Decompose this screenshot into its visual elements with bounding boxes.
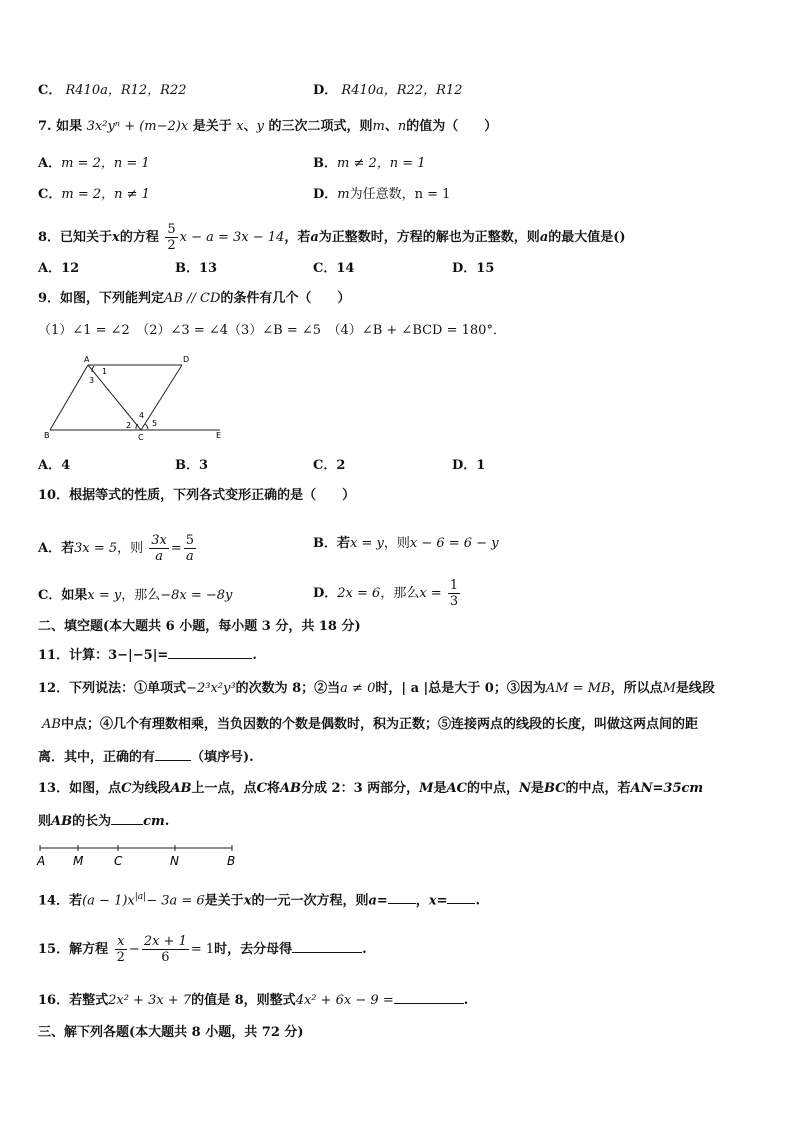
label-d: D bbox=[183, 355, 190, 364]
q11: 11．计算：3−|−5|= . bbox=[38, 648, 257, 663]
q7-option-b: B．m ≠ 2，n = 1 bbox=[313, 156, 426, 171]
q6-option-d: D． R410a，R22，R12 bbox=[313, 83, 463, 98]
q10-option-c: C．如果x = y，那么−8x = −8y bbox=[38, 588, 233, 603]
q15: 15．解方程 $\frac{x}{2}$ − $\frac{2x + 1}{6}$ = 1时，去分母得 . bbox=[38, 934, 367, 965]
q13-answer-blank[interactable] bbox=[111, 812, 143, 825]
q16: 16．若整式2x² + 3x + 7的值是 8，则整式4x² + 6x − 9 = . bbox=[38, 993, 469, 1008]
q7-stem: 7. 如果 3x²yⁿ + (m−2)x 是关于 x、y 的三次二项式，则m、n的值为（ ） bbox=[38, 119, 498, 134]
point-m-label: M bbox=[73, 854, 84, 868]
q8-option-c: C．14 bbox=[313, 261, 355, 276]
q10-option-d: D．2x = 6，那么x = $\frac{1}{3}$ bbox=[313, 578, 459, 609]
q8-option-b: B．13 bbox=[175, 261, 218, 276]
angle-label-3: 3 bbox=[89, 376, 95, 385]
q9-option-c: C．2 bbox=[313, 458, 346, 473]
q12-line-1: 12．下列说法：①单项式−2³x²y³的次数为 8；②当a ≠ 0时，| a |总是大于 0；③因为AM = MB，所以点M是线段 bbox=[38, 681, 715, 696]
point-n-label: N bbox=[170, 854, 179, 868]
q10-stem: 10．根据等式的性质，下列各式变形正确的是（ ） bbox=[38, 488, 356, 503]
q13-line-2: 则AB的长为 cm. bbox=[38, 814, 170, 829]
angle-label-2: 2 bbox=[126, 421, 132, 430]
q13-line-1: 13．如图，点C为线段AB上一点，点C将AB分成 2：3 两部分，M是AC的中点，N是BC的中点，若AN=35cm bbox=[38, 781, 704, 796]
q9-stem: 9．如图，下列能判定AB // CD的条件有几个（ ） bbox=[38, 291, 351, 306]
q11-answer-blank[interactable] bbox=[168, 646, 252, 659]
angle-label-5: 5 bbox=[152, 419, 158, 428]
point-c-label: C bbox=[114, 854, 123, 868]
point-b-label: B bbox=[227, 854, 236, 868]
label-e: E bbox=[216, 431, 222, 440]
q9-option-a: A．4 bbox=[38, 458, 71, 473]
line-ac bbox=[88, 365, 141, 430]
q14-a-blank[interactable] bbox=[388, 891, 416, 904]
q9-conditions: （1）∠1 = ∠2 （2）∠3 = ∠4（3）∠B = ∠5 （4）∠B + ∠BCD = 180°． bbox=[38, 323, 506, 338]
q12-line-3: 离．其中，正确的有 （填序号). bbox=[38, 750, 254, 765]
q9-figure bbox=[38, 352, 228, 444]
angle-arc-5 bbox=[145, 424, 148, 429]
section-3-title: 三、解下列各题(本大题共 8 小题，共 72 分) bbox=[38, 1025, 304, 1040]
line-dc bbox=[141, 365, 182, 430]
q10-option-b: B．若x = y，则x − 6 = 6 − y bbox=[313, 536, 499, 551]
point-a-label: A bbox=[37, 854, 46, 868]
q8-option-d: D．15 bbox=[452, 261, 495, 276]
q14: 14．若$(a - 1)x^{|a|}- 3a = 6$是关于x的一元一次方程，则a= ，x= . bbox=[38, 892, 480, 909]
q8-fraction: $\frac{5}{2}$ bbox=[167, 222, 176, 253]
q16-answer-blank[interactable] bbox=[394, 991, 464, 1004]
q8-stem: 8．已知关于x的方程 $\frac{5}{2}$ x − a = 3x − 14，若a为正整数时，方程的解也为正整数，则a的最大值是() bbox=[38, 222, 626, 253]
q7-option-a: A．m = 2，n = 1 bbox=[38, 156, 150, 171]
label-b: B bbox=[44, 431, 50, 440]
q7-option-c: C．m = 2，n ≠ 1 bbox=[38, 187, 150, 202]
q9-option-b: B．3 bbox=[175, 458, 209, 473]
q12-answer-blank[interactable] bbox=[155, 748, 191, 761]
label-c: C bbox=[138, 433, 144, 442]
q9-option-d: D．1 bbox=[452, 458, 486, 473]
q6-option-c: C． R410a，R12，R22 bbox=[38, 83, 187, 98]
section-2-title: 二、填空题(本大题共 6 小题，每小题 3 分，共 18 分) bbox=[38, 619, 361, 634]
q7-option-d: D．m为任意数，n = 1 bbox=[313, 187, 451, 202]
line-ab bbox=[50, 365, 88, 430]
q14-x-blank[interactable] bbox=[447, 891, 475, 904]
q10-option-a: A．若3x = 5，则 $\frac{3x}{a}$ = $\frac{5}{a}$ bbox=[38, 533, 195, 564]
q12-line-2: AB中点；④几个有理数相乘，当负因数的个数是偶数时，积为正数；⑤连接两点的线段的长度，叫做这两点间的距 bbox=[42, 717, 698, 732]
angle-label-4: 4 bbox=[139, 411, 145, 420]
q15-answer-blank[interactable] bbox=[292, 940, 362, 953]
q13-figure bbox=[34, 840, 244, 870]
angle-label-1: 1 bbox=[102, 367, 108, 376]
label-a: A bbox=[84, 355, 90, 364]
q8-option-a: A．12 bbox=[38, 261, 80, 276]
